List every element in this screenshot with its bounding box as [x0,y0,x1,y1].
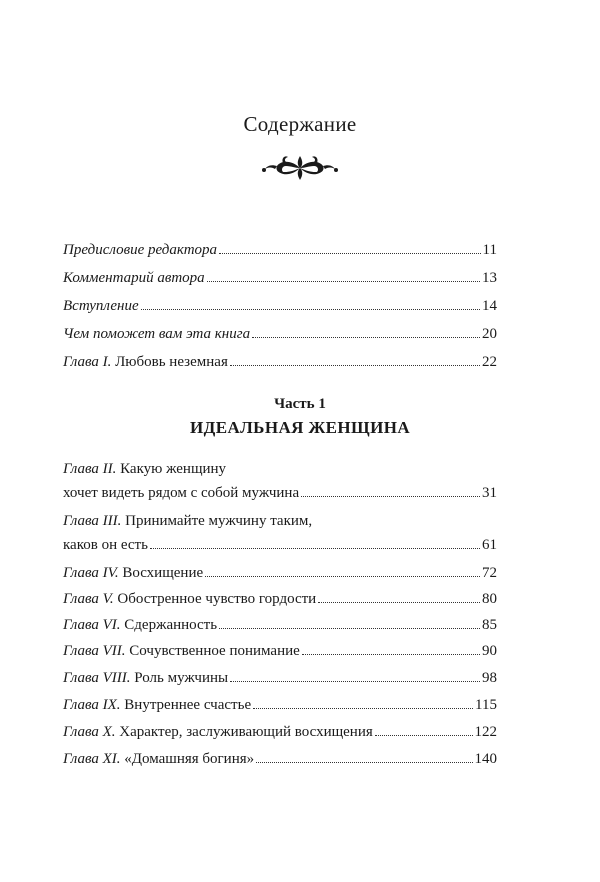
page-number: 85 [482,617,497,633]
toc-entry-chapter-1[interactable] [63,352,497,372]
leader-dots [150,548,480,549]
page-number: 115 [475,697,497,713]
page-number: 90 [482,643,497,659]
leader-dots [375,735,473,736]
toc-entry-chapter-10[interactable] [63,722,497,742]
entry-title: «Домашняя богиня» [120,751,255,767]
entry-title: Внутреннее счастье [120,697,252,713]
entry-chapter-number: Глава VIII. [63,670,131,686]
entry-title: Роль мужчины [130,670,229,686]
page-number: 72 [482,565,497,581]
page-number: 14 [482,298,497,314]
entry-chapter-number: Глава III. [63,513,122,529]
entry-title: Восхищение [118,565,204,581]
entry-chapter-number: Глава XI. [63,751,121,767]
entry-chapter-number: Глава IX. [63,697,121,713]
entry-chapter-number: Глава VI. [63,617,121,633]
toc-entry-chapter-5[interactable] [63,589,497,609]
entry-title: Какую женщину [116,461,227,477]
entry-chapter-number: Глава VII. [63,643,126,659]
leader-dots [205,576,480,577]
leader-dots [207,281,480,282]
entry-title: Сдержанность [120,617,218,633]
toc-entry-chapter-2[interactable] [63,459,497,503]
entry-chapter-number: Глава II. [63,461,117,477]
entry-title: Любовь неземная [111,354,228,370]
leader-dots [253,708,473,709]
toc-entry-author-comment[interactable] [63,268,497,288]
page-number: 98 [482,670,497,686]
toc-entry-chapter-7[interactable] [63,641,497,661]
entry-title: Сочувственное понимание [125,643,300,659]
entry-chapter-number: Глава V. [63,591,114,607]
entry-chapter-number: Глава I. [63,354,112,370]
entry-title: Вступление [63,298,139,314]
ornament-flourish-icon [259,152,341,184]
page-title: Содержание [243,112,357,136]
entry-chapter-number: Глава IV. [63,565,119,581]
toc-entry-how-book-helps[interactable] [63,324,497,344]
toc-entry-introduction[interactable] [63,296,497,316]
leader-dots [219,253,481,254]
part-title: ИДЕАЛЬНАЯ ЖЕНЩИНА [189,418,411,437]
part-number: Часть 1 [274,396,326,412]
leader-dots [230,681,480,682]
page-number: 61 [482,537,497,553]
leader-dots [230,365,480,366]
entry-title-continued: каков он есть [63,537,148,553]
toc-entry-chapter-4[interactable] [63,563,497,583]
leader-dots [219,628,480,629]
page-number: 122 [474,724,497,740]
entry-title: Принимайте мужчину таким, [121,513,313,529]
leader-dots [318,602,480,603]
leader-dots [252,337,480,338]
page-number: 80 [482,591,497,607]
toc-entry-preface[interactable] [63,240,497,260]
entry-title: Характер, заслуживающий восхищения [115,724,373,740]
page-number: 140 [474,751,497,767]
page-number: 13 [482,270,497,286]
page-number: 31 [482,485,497,501]
toc-entry-chapter-9[interactable] [63,695,497,715]
entry-title: Обостренное чувство гордости [113,591,317,607]
entry-title: Предисловие редактора [63,242,218,258]
leader-dots [256,762,472,763]
entry-title: Чем поможет вам эта книга [63,326,251,342]
leader-dots [302,654,480,655]
leader-dots [141,309,480,310]
entry-title-continued: хочет видеть рядом с собой мужчина [63,485,300,501]
entry-title: Комментарий автора [63,270,205,286]
entry-chapter-number: Глава X. [63,724,116,740]
toc-entry-chapter-11[interactable] [63,749,497,769]
toc-entry-chapter-8[interactable] [63,668,497,688]
toc-entry-chapter-3[interactable] [63,511,497,555]
toc-entry-chapter-6[interactable] [63,615,497,635]
page-number: 20 [482,326,497,342]
page-number: 11 [482,242,497,258]
page-number: 22 [482,354,497,370]
leader-dots [301,496,480,497]
